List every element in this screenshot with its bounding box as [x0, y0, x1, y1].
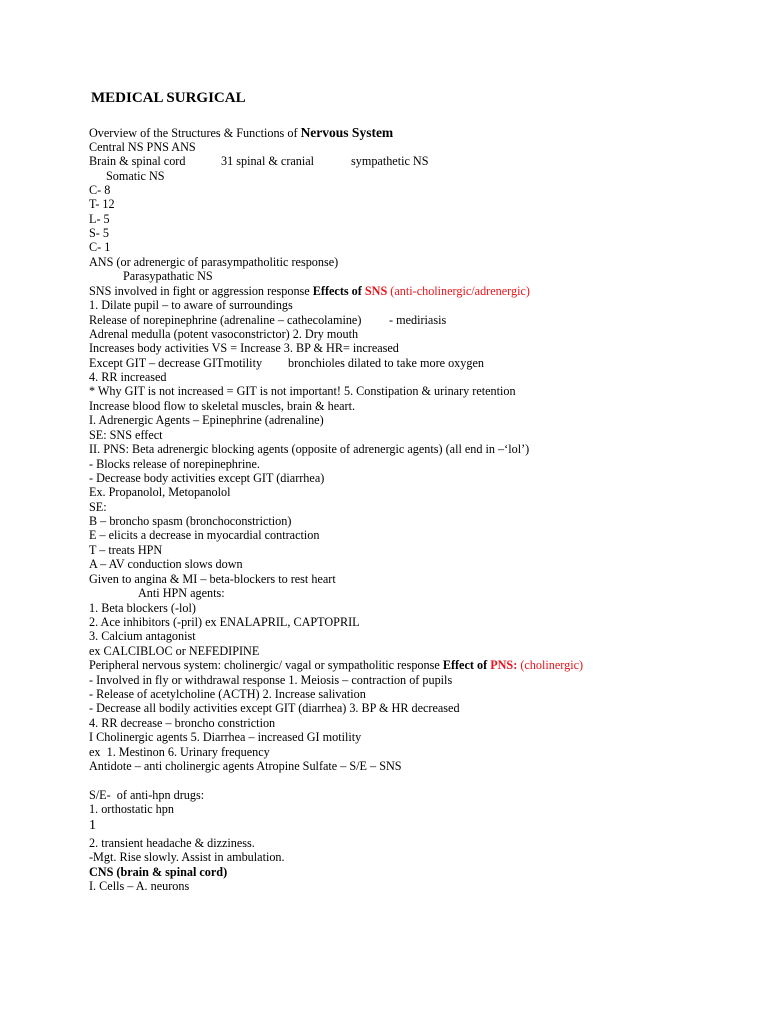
text-line: - Decrease body activities except GIT (diarrhea)	[89, 471, 325, 485]
text-line: 1. Beta blockers (-lol)	[89, 601, 196, 615]
text-line: - Blocks release of norepinephrine.	[89, 457, 260, 471]
text-line: Somatic NS	[106, 169, 165, 183]
text-line: Given to angina & MI – beta-blockers to rest heart	[89, 572, 336, 586]
text-line: Parasypathatic NS	[123, 269, 213, 283]
overview-line: Overview of the Structures & Functions of Nervous System	[89, 125, 394, 140]
text-line: Except GIT – decrease GITmotility bronchioles dilated to take more oxygen	[89, 356, 484, 370]
text-line: ex 1. Mestinon 6. Urinary frequency	[89, 745, 270, 759]
text-line: 1. orthostatic hpn	[89, 802, 174, 816]
text-line: I Cholinergic agents 5. Diarrhea – increased GI motility	[89, 730, 362, 744]
text-line: 4. RR decrease – broncho constriction	[89, 716, 276, 730]
text-line: - Decrease all bodily activities except GIT (diarrhea) 3. BP & HR decreased	[89, 701, 460, 715]
text-line: * Why GIT is not increased = GIT is not important! 5. Constipation & urinary retention	[89, 384, 516, 398]
text-line: - Involved in fly or withdrawal response 1. Meiosis – contraction of pupils	[89, 673, 453, 687]
text-line: 1. Dilate pupil – to aware of surroundings	[89, 298, 293, 312]
text-line: Release of norepinephrine (adrenaline – cathecolamine) - mediriasis	[89, 313, 447, 327]
text-line: 2. transient headache & dizziness.	[89, 836, 255, 850]
text-line: SE:	[89, 500, 107, 514]
text-line: E – elicits a decrease in myocardial contraction	[89, 528, 320, 542]
text-line: Anti HPN agents:	[138, 586, 225, 600]
text-line: Central NS PNS ANS	[89, 140, 196, 154]
text-line: -Mgt. Rise slowly. Assist in ambulation.	[89, 850, 285, 864]
text-line: SE: SNS effect	[89, 428, 163, 442]
text-line: - Release of acetylcholine (ACTH) 2. Increase salivation	[89, 687, 366, 701]
text-line: 3. Calcium antagonist	[89, 629, 196, 643]
page-number: 1	[89, 818, 96, 833]
text-line: B – broncho spasm (bronchoconstriction)	[89, 514, 292, 528]
text-line: A – AV conduction slows down	[89, 557, 243, 571]
text-line: ANS (or adrenergic of parasympatholitic response)	[89, 255, 339, 269]
text-line: T – treats HPN	[89, 543, 163, 557]
text-line: Increase blood flow to skeletal muscles, brain & heart.	[89, 399, 356, 413]
text-line: I. Cells – A. neurons	[89, 879, 190, 893]
text-line: Increases body activities VS = Increase 3. BP & HR= increased	[89, 341, 399, 355]
text-line: Ex. Propanolol, Metopanolol	[89, 485, 231, 499]
section-heading: CNS (brain & spinal cord)	[89, 865, 228, 879]
document-title: MEDICAL SURGICAL	[91, 90, 246, 106]
text-line: 4. RR increased	[89, 370, 167, 384]
text-line: I. Adrenergic Agents – Epinephrine (adrenaline)	[89, 413, 324, 427]
text-line: T- 12	[89, 197, 115, 211]
text-line: 2. Ace inhibitors (-pril) ex ENALAPRIL, CAPTOPRIL	[89, 615, 360, 629]
text-line: Antidote – anti cholinergic agents Atropine Sulfate – S/E – SNS	[89, 759, 402, 773]
text-line: L- 5	[89, 212, 110, 226]
text-line: C- 1	[89, 240, 111, 254]
text-line: Adrenal medulla (potent vasoconstrictor) 2. Dry mouth	[89, 327, 359, 341]
text-line: Brain & spinal cord 31 spinal & cranial sympathetic NS	[89, 154, 429, 168]
text-line: II. PNS: Beta adrenergic blocking agents (opposite of adrenergic agents) (all end in –‘lol’)	[89, 442, 530, 456]
text-line: C- 8	[89, 183, 111, 197]
text-line: S- 5	[89, 226, 109, 240]
sns-effects-line: SNS involved in fight or aggression response Effects of SNS (anti-cholinergic/adrenergic)	[89, 284, 530, 298]
text-line: ex CALCIBLOC or NEFEDIPINE	[89, 644, 260, 658]
text-line: S/E- of anti-hpn drugs:	[89, 788, 205, 802]
pns-effects-line: Peripheral nervous system: cholinergic/ vagal or sympatholitic response Effect of PNS: (cholinergic)	[89, 658, 584, 672]
